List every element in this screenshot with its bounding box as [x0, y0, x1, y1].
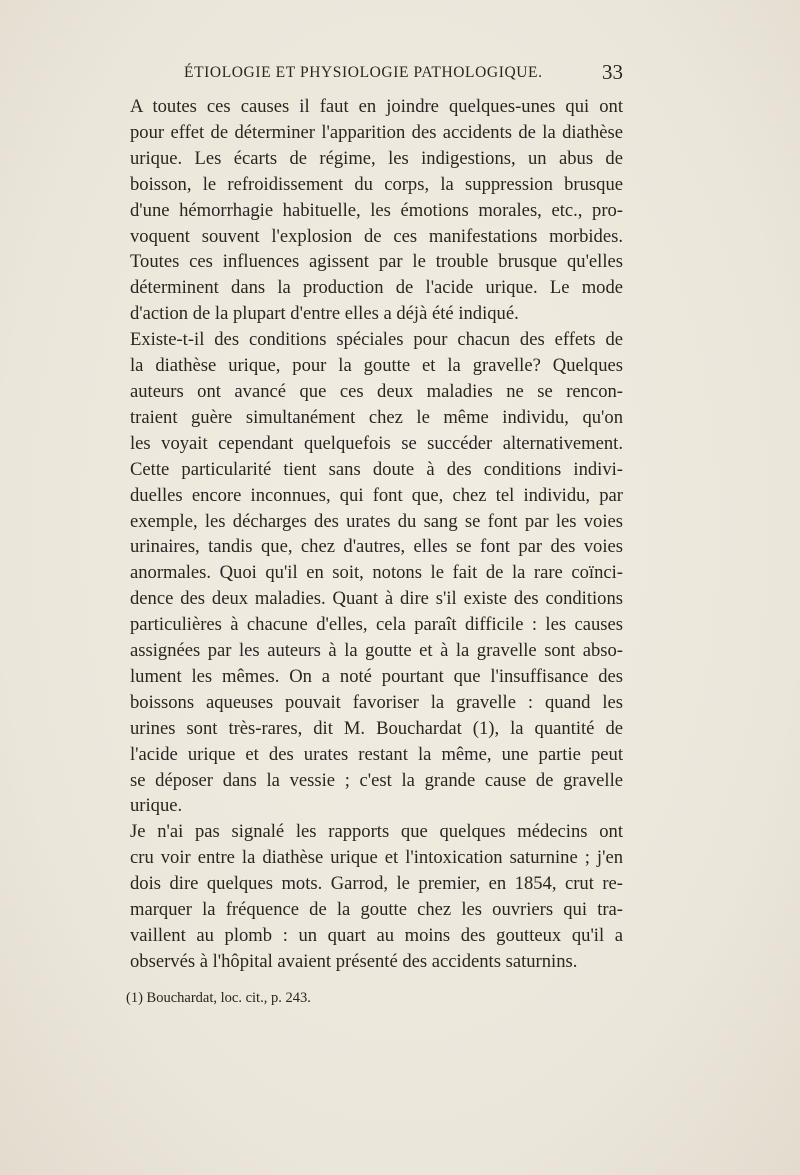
text-line: les voyait cependant quelquefois se succéder alternativement.: [130, 432, 623, 454]
footnote: (1) Bouchardat, loc. cit., p. 243.: [126, 990, 311, 1006]
paragraph-2: [108, 327, 623, 819]
text-line: urique.: [130, 795, 183, 817]
text-line: observés à l'hôpital avaient présenté des accidents saturnins.: [130, 950, 578, 972]
text-line: urique. Les écarts de régime, les indigestions, un abus de: [130, 147, 623, 169]
text-line: boissons aqueuses pouvait favoriser la gravelle : quand les: [130, 691, 623, 713]
text-line: traient guère simultanément chez le même individu, qu'on: [130, 406, 623, 428]
running-title: ÉTIOLOGIE ET PHYSIOLOGIE PATHOLOGIQUE.: [184, 64, 543, 81]
text-line: Toutes ces influences agissent par le trouble brusque qu'elles: [130, 251, 623, 273]
text-line: anormales. Quoi qu'il en soit, notons le fait de la rare coïnci-: [130, 562, 623, 584]
text-line: dois dire quelques mots. Garrod, le premier, en 1854, crut re-: [130, 873, 623, 895]
text-line: boisson, le refroidissement du corps, la suppression brusque: [130, 173, 623, 195]
text-line: cru voir entre la diathèse urique et l'intoxication saturnine ; j'en: [130, 847, 623, 869]
paragraph-1: [108, 94, 623, 327]
paragraph-3: [108, 819, 623, 974]
text-line: d'une hémorrhagie habituelle, les émotions morales, etc., pro-: [130, 199, 623, 221]
text-line: vaillent au plomb : un quart au moins des goutteux qu'il a: [130, 925, 623, 946]
text-line: duelles encore inconnues, qui font que, chez tel individu, par: [130, 484, 623, 506]
text-line: Je n'ai pas signalé les rapports que quelques médecins ont: [130, 821, 623, 843]
text-line: d'action de la plupart d'entre elles a déjà été indiqué.: [130, 303, 519, 325]
text-line: urinaires, tandis que, chez d'autres, elles se font par des voies: [130, 536, 623, 558]
text-line: se déposer dans la vessie ; c'est la grande cause de gravelle: [130, 769, 623, 791]
text-line: Existe-t-il des conditions spéciales pour chacun des effets de: [130, 329, 623, 351]
text-line: lument les mêmes. On a noté pourtant que l'insuffisance des: [130, 665, 623, 687]
text-line: urines sont très-rares, dit M. Bouchardat (1), la quantité de: [130, 717, 623, 739]
text-line: A toutes ces causes il faut en joindre quelques-unes qui ont: [130, 96, 623, 117]
text-line: marquer la fréquence de la goutte chez les ouvriers qui tra-: [130, 899, 623, 921]
body-text: [108, 94, 623, 975]
text-line: voquent souvent l'explosion de ces manifestations morbides.: [130, 225, 623, 247]
text-line: la diathèse urique, pour la goutte et la gravelle? Quelques: [130, 355, 623, 377]
text-line: auteurs ont avancé que ces deux maladies ne se rencon-: [130, 380, 623, 402]
text-line: particulières à chacune d'elles, cela paraît difficile : les causes: [130, 614, 623, 636]
text-line: assignées par les auteurs à la goutte et à la gravelle sont abso-: [130, 640, 623, 662]
page-number: 33: [602, 60, 623, 84]
text-line: dence des deux maladies. Quant à dire s'il existe des conditions: [130, 588, 623, 610]
text-line: exemple, les décharges des urates du sang se font par les voies: [130, 510, 623, 532]
text-line: pour effet de déterminer l'apparition des accidents de la diathèse: [130, 121, 623, 143]
text-line: Cette particularité tient sans doute à des conditions indivi-: [130, 458, 623, 480]
text-line: l'acide urique et des urates restant la même, une partie peut: [130, 743, 623, 765]
text-line: déterminent dans la production de l'acide urique. Le mode: [130, 277, 623, 299]
page-header: [108, 62, 623, 90]
